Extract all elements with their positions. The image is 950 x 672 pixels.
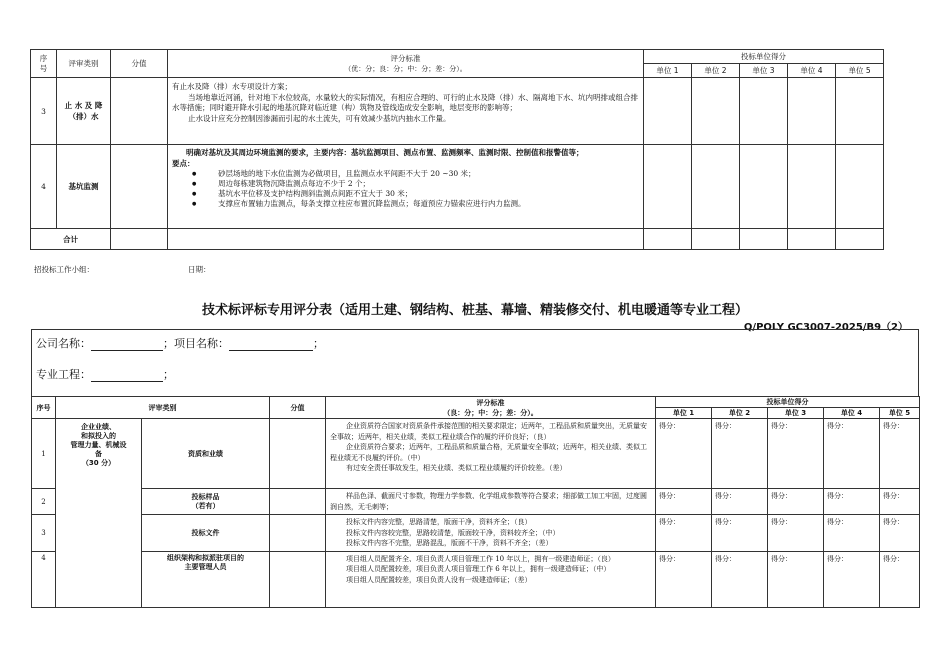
total-score xyxy=(111,229,168,250)
score-cell[interactable]: 得分： xyxy=(824,551,880,607)
row-criteria: 企业资质符合国家对资质条件承接范围的相关要求限定；近两年，工程品质和质量突出，无质量安全事故；近两年，相关业绩，类似工程业绩合作的履约评价良好；（良） 企业资质符合要求；近两年，工程品质和质量合格，无质量安全事故；近两年，相关业绩、类似工程业绩无不良履约评价。（中） 有过安全责任事故发生，相关业绩、类似工程业绩履约评价较差。（差） xyxy=(326,419,656,489)
row-no: 1 xyxy=(32,419,56,489)
row-category: 基坑监测 xyxy=(57,145,111,229)
list-item: ● 砂层场地的地下水位监测为必做项目，且监测点水平间距不大于 20 ~30 米； xyxy=(192,169,639,179)
score-cell[interactable] xyxy=(692,145,740,229)
score-cell[interactable]: 得分： xyxy=(824,489,880,515)
row-criteria: 项目组人员配置齐全、项目负责人项目管理工作 10 年以上，拥有一级建造师证；（良） 项目组人员配置较差，项目负责人项目管理工作 6 年以上，拥有一级建造师证；（中） 项目组人员配置较差，项目负责人没有一级建造师证；（差） xyxy=(326,551,656,607)
score-cell[interactable]: 得分： xyxy=(880,515,920,552)
score-cell[interactable] xyxy=(740,145,788,229)
score-cell[interactable] xyxy=(644,145,692,229)
table-row xyxy=(32,419,920,489)
score-table-continued xyxy=(30,49,884,250)
row-criteria: 投标文件内容完整，思路清楚，版面干净，资料齐全；（良） 投标文件内容较完整，思路较清楚，版面较干净，资料较齐全；（中） 投标文件内容不完整，思路混乱，版面不干净，资料不齐全；（差） xyxy=(326,515,656,552)
header-no: 序号 xyxy=(32,397,56,419)
header-unit-5: 单位 5 xyxy=(836,64,884,78)
row-no: 4 xyxy=(31,145,57,229)
header-unit-4: 单位 4 xyxy=(824,408,880,419)
score-cell[interactable] xyxy=(836,145,884,229)
score-cell[interactable]: 得分： xyxy=(880,419,920,489)
header-unit-3: 单位 3 xyxy=(768,408,824,419)
total-cell[interactable] xyxy=(692,229,740,250)
score-cell[interactable]: 得分： xyxy=(768,419,824,489)
row-score xyxy=(270,419,326,489)
score-cell[interactable]: 得分： xyxy=(656,515,712,552)
total-cell[interactable] xyxy=(740,229,788,250)
header-unit-3: 单位 3 xyxy=(740,64,788,78)
row-category: 止 水 及 降 （排）水 xyxy=(57,78,111,145)
header-bidder-score: 投标单位得分 xyxy=(656,397,920,408)
table-row xyxy=(32,489,920,515)
header-no: 序 号 xyxy=(31,50,57,78)
technical-score-table xyxy=(31,396,920,608)
specialty-label: 专业工程： xyxy=(36,368,91,381)
row-no: 3 xyxy=(32,515,56,552)
score-cell[interactable]: 得分： xyxy=(768,551,824,607)
header-category: 评审类别 xyxy=(56,397,270,419)
table-row xyxy=(31,145,884,229)
header-unit-1: 单位 1 xyxy=(644,64,692,78)
project-end: ； xyxy=(313,337,324,350)
score-cell[interactable]: 得分： xyxy=(712,489,768,515)
score-cell[interactable]: 得分： xyxy=(712,419,768,489)
row-category: 投标样品 （若有） xyxy=(142,489,270,515)
score-cell[interactable]: 得分： xyxy=(712,515,768,552)
row-criteria xyxy=(168,145,644,229)
row-score xyxy=(270,515,326,552)
specialty-field[interactable] xyxy=(91,371,163,382)
group-label: 企业业绩、 和拟投入的 管理力量、机械设 备 （30 分） xyxy=(56,419,142,608)
row-score xyxy=(270,551,326,607)
monitoring-intro: 明确对基坑及其周边环境监测的要求，主要内容：基坑监测项目、测点布置、监测频率、监测时限、控制值和报警值等； xyxy=(186,148,584,157)
total-cell[interactable] xyxy=(836,229,884,250)
specialty-line xyxy=(36,366,174,382)
score-cell[interactable]: 得分： xyxy=(656,551,712,607)
score-cell[interactable]: 得分： xyxy=(656,419,712,489)
row-category: 组织架构和拟派驻项目的 主要管理人员 xyxy=(142,551,270,607)
project-label: ；项目名称： xyxy=(163,337,229,350)
row-category: 投标文件 xyxy=(142,515,270,552)
list-item: ● 基坑水平位移及支护结构测斜监测点间距不宜大于 30 米； xyxy=(192,189,639,199)
total-cell[interactable] xyxy=(644,229,692,250)
row-no: 2 xyxy=(32,489,56,515)
total-cell[interactable] xyxy=(788,229,836,250)
header-score: 分值 xyxy=(111,50,168,78)
header-unit-4: 单位 4 xyxy=(788,64,836,78)
score-cell[interactable]: 得分： xyxy=(824,419,880,489)
document-code: Q/POLY GC3007-2025/B9（2） xyxy=(743,322,908,333)
score-cell[interactable] xyxy=(644,78,692,145)
row-category: 资质和业绩 xyxy=(142,419,270,489)
points-label: 要点： xyxy=(172,158,195,168)
total-label: 合计 xyxy=(31,229,111,250)
company-name-field[interactable] xyxy=(91,340,163,351)
date-label: 日期： xyxy=(188,265,211,274)
project-name-field[interactable] xyxy=(229,340,313,351)
header-category: 评审类别 xyxy=(57,50,111,78)
header-unit-5: 单位 5 xyxy=(880,408,920,419)
header-unit-2: 单位 2 xyxy=(712,408,768,419)
info-block xyxy=(31,329,919,396)
list-item: ● 周边每栋建筑物沉降监测点每边不少于 2 个； xyxy=(192,179,639,189)
list-item: ● 支撑应布置轴力监测点，每条支撑立柱应布置沉降监测点；每道预应力锚索应进行内力监测。 xyxy=(192,199,639,209)
header-criteria: 评分标准 （优：分；良：分；中：分；差：分）。 xyxy=(168,50,644,78)
score-cell[interactable]: 得分： xyxy=(656,489,712,515)
row-score xyxy=(111,78,168,145)
score-cell[interactable] xyxy=(788,78,836,145)
header-score: 分值 xyxy=(270,397,326,419)
score-cell[interactable]: 得分： xyxy=(768,489,824,515)
header-criteria: 评分标准 （良：分；中：分；差：分）。 xyxy=(326,397,656,419)
table-row xyxy=(31,78,884,145)
score-cell[interactable] xyxy=(788,145,836,229)
header-unit-2: 单位 2 xyxy=(692,64,740,78)
row-score xyxy=(270,489,326,515)
score-cell[interactable]: 得分： xyxy=(768,515,824,552)
work-group-label: 招投标工作小组： xyxy=(34,265,94,274)
score-cell[interactable] xyxy=(836,78,884,145)
score-cell[interactable] xyxy=(692,78,740,145)
row-no: 3 xyxy=(31,78,57,145)
monitoring-points xyxy=(172,169,639,209)
score-cell[interactable] xyxy=(740,78,788,145)
score-cell[interactable]: 得分： xyxy=(712,551,768,607)
row-criteria: 有止水及降（排）水专项设计方案； 当场地靠近河涌，针对地下水位较高，水量较大的实际情况，有相应合理的、可行的止水及降（排）水、隔离地下水、坑内明排或组合排水等措施；同时避开降水引起的地基沉降对临近建（构）筑物及管线造成安全影响，地层变形的影响等； 止水设计应充分控制因渗漏而引起的水土流失，可有效减少基坑内抽水工作量。 xyxy=(168,78,644,145)
header-bidder-score: 投标单位得分 xyxy=(644,50,884,64)
row-score xyxy=(111,145,168,229)
total-criteria xyxy=(168,229,644,250)
table-row xyxy=(32,551,920,607)
row-no: 4 xyxy=(32,551,56,607)
company-line xyxy=(36,335,324,351)
total-row xyxy=(31,229,884,250)
page-title: 技术标评标专用评分表（适用土建、钢结构、桩基、幕墙、精装修交付、机电暖通等专业工程） xyxy=(201,303,748,318)
row-criteria: 样品色泽、截面尺寸参数，物理力学参数、化学组成参数等符合要求；细部做工加工牢固，过度圆润自然，无毛刺等； xyxy=(326,489,656,515)
company-label: 公司名称： xyxy=(36,337,91,350)
score-cell[interactable]: 得分： xyxy=(880,489,920,515)
score-cell[interactable]: 得分： xyxy=(880,551,920,607)
header-unit-1: 单位 1 xyxy=(656,408,712,419)
score-cell[interactable]: 得分： xyxy=(824,515,880,552)
specialty-end: ； xyxy=(163,368,174,381)
table-row xyxy=(32,515,920,552)
